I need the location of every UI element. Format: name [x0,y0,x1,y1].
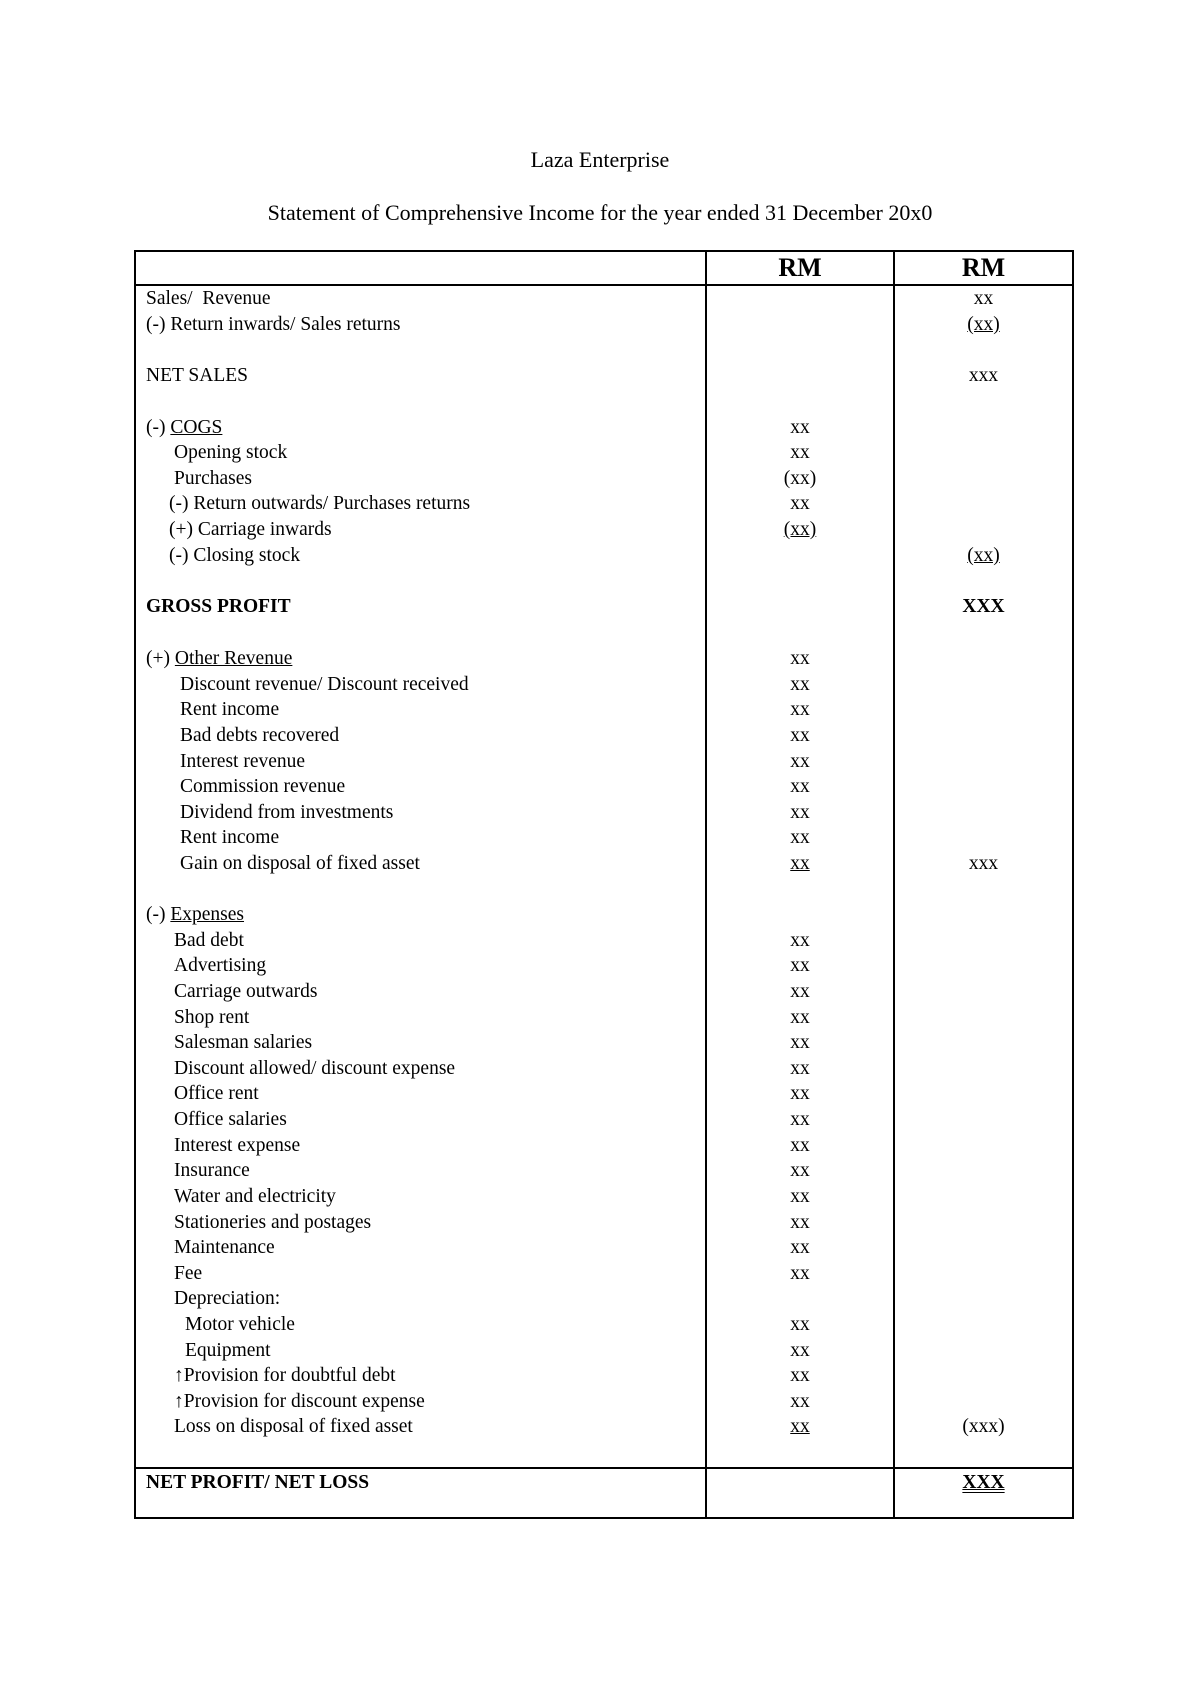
row-label: (+) Carriage inwards [169,519,332,540]
row-label: (-) Return outwards/ Purchases returns [169,493,471,514]
statement-row [136,851,1072,877]
statement-row [136,491,1072,517]
row-value-col1: xx [790,776,810,797]
row-label [146,415,222,441]
row-label: Bad debts recovered [180,725,340,746]
row-label: Advertising [174,955,267,976]
statement-row [136,1286,1072,1312]
row-label: Bad debt [174,930,244,951]
row-value-col2: (xxx) [962,1416,1005,1437]
row-label [146,902,244,928]
row-value-col1: xx [790,1416,810,1437]
row-label: ↑Provision for doubtful debt [174,1365,396,1386]
row-label-prefix: (-) [146,904,171,925]
row-value-col2: (xx) [967,545,1000,566]
row-label: Office rent [174,1083,259,1104]
statement-row [136,594,1072,620]
row-value-col1: xx [790,955,810,976]
statement-row [136,1389,1072,1415]
statement-row [136,363,1072,389]
row-label: Gain on disposal of fixed asset [180,853,420,874]
row-value-col1: xx [790,981,810,1002]
row-label [146,646,292,672]
statement-row [136,1030,1072,1056]
row-value-col1: xx [790,930,810,951]
row-value-col1: xx [790,442,810,463]
statement-row [136,928,1072,954]
statement-row [136,1235,1072,1261]
statement-row [136,1261,1072,1287]
row-value-col1: xx [790,1391,810,1412]
statement-row [136,1133,1072,1159]
row-value-col1: xx [790,751,810,772]
row-label: Rent income [180,827,280,848]
row-label: Loss on disposal of fixed asset [174,1416,413,1437]
statement-row [136,1184,1072,1210]
statement-row [136,1056,1072,1082]
statement-row [136,1338,1072,1364]
statement-row [136,672,1072,698]
row-label: Interest expense [174,1135,301,1156]
row-value-col1: xx [790,1365,810,1386]
row-value-col1: xx [790,853,810,874]
statement-row [136,774,1072,800]
row-label: (-) Return inwards/ Sales returns [146,314,401,335]
row-label: GROSS PROFIT [146,596,291,617]
row-label: Fee [174,1263,203,1284]
row-value-col1: xx [790,1083,810,1104]
row-label: Water and electricity [174,1186,336,1207]
row-value-col1: xx [790,1135,810,1156]
statement-row [136,902,1072,928]
row-label: Equipment [185,1340,271,1361]
statement-row [136,749,1072,775]
statement-row [136,286,1072,312]
statement-row [136,312,1072,338]
row-label: Motor vehicle [185,1314,295,1335]
row-label: Insurance [174,1160,250,1181]
row-label: Purchases [174,468,252,489]
row-value-col2: xxx [968,365,999,386]
row-value-col1: xx [790,648,810,669]
column-header-rm-2: RM [961,253,1006,282]
row-label-prefix: (-) [146,417,171,438]
company-name: Laza Enterprise [530,147,670,172]
row-value-col2: xx [973,288,994,309]
row-label: Opening stock [174,442,288,463]
total-rule [134,1467,1074,1469]
statement-row [136,723,1072,749]
statement-row [136,1312,1072,1338]
net-profit-row [136,1470,1072,1496]
row-value-col1: xx [790,1314,810,1335]
row-label: Office salaries [174,1109,287,1130]
row-value-col1: (xx) [783,468,817,489]
row-value-col2: XXX [962,596,1005,617]
statement-row [136,979,1072,1005]
statement-row [136,466,1072,492]
statement-row [136,646,1072,672]
row-value-col1: xx [790,1263,810,1284]
statement-row [136,415,1072,441]
statement-row [136,517,1072,543]
row-label: Maintenance [174,1237,275,1258]
row-label: Depreciation: [174,1288,281,1309]
row-label-section: Other Revenue [174,648,293,669]
row-label: Shop rent [174,1007,250,1028]
row-label: NET SALES [146,365,249,386]
statement-row [136,1414,1072,1440]
row-label: Discount revenue/ Discount received [180,674,469,695]
row-value-col1: xx [790,1007,810,1028]
row-label: Interest revenue [180,751,306,772]
statement-row [136,697,1072,723]
statement-row [136,1107,1072,1133]
row-label: Dividend from investments [180,802,394,823]
row-label-prefix: (+) [146,648,175,669]
row-value-col1: xx [790,1340,810,1361]
row-value-col1: xx [790,1237,810,1258]
row-label: NET PROFIT/ NET LOSS [146,1472,370,1493]
row-value-col1: xx [790,1109,810,1130]
statement-row [136,1005,1072,1031]
statement-row [136,1363,1072,1389]
row-value-col1: xx [790,1160,810,1181]
row-value-col1: xx [790,417,810,438]
statement-row [136,1081,1072,1107]
row-value-col1: xx [790,493,810,514]
row-value-col1: xx [790,674,810,695]
statement-row [136,1210,1072,1236]
statement-title: Statement of Comprehensive Income for the year ended 31 December 20x0 [267,200,933,225]
row-value-col1: xx [790,1212,810,1233]
row-value-col1: xx [790,1032,810,1053]
row-value-col2: XXX [962,1472,1005,1493]
row-value-col1: xx [790,827,810,848]
statement-row [136,543,1072,569]
row-label: Stationeries and postages [174,1212,372,1233]
row-value-col1: xx [790,699,810,720]
statement-row [136,953,1072,979]
row-label: Salesman salaries [174,1032,313,1053]
row-label-section: Expenses [170,904,245,925]
row-label: Carriage outwards [174,981,318,1002]
row-value-col1: xx [790,802,810,823]
row-label: Discount allowed/ discount expense [174,1058,456,1079]
row-value-col2: (xx) [967,314,1000,335]
row-label: (-) Closing stock [169,545,301,566]
row-label: Commission revenue [180,776,346,797]
statement-row [136,800,1072,826]
row-value-col1: xx [790,1186,810,1207]
row-label: Rent income [180,699,280,720]
row-label: ↑Provision for discount expense [174,1391,425,1412]
row-value-col1: (xx) [783,519,817,540]
statement-row [136,440,1072,466]
row-label-section: COGS [170,417,223,438]
row-label: Sales/ Revenue [146,288,271,309]
column-header-rm-1: RM [778,253,822,282]
row-value-col1: xx [790,1058,810,1079]
statement-row [136,825,1072,851]
row-value-col2: xxx [968,853,999,874]
statement-row [136,1158,1072,1184]
row-value-col1: xx [790,725,810,746]
